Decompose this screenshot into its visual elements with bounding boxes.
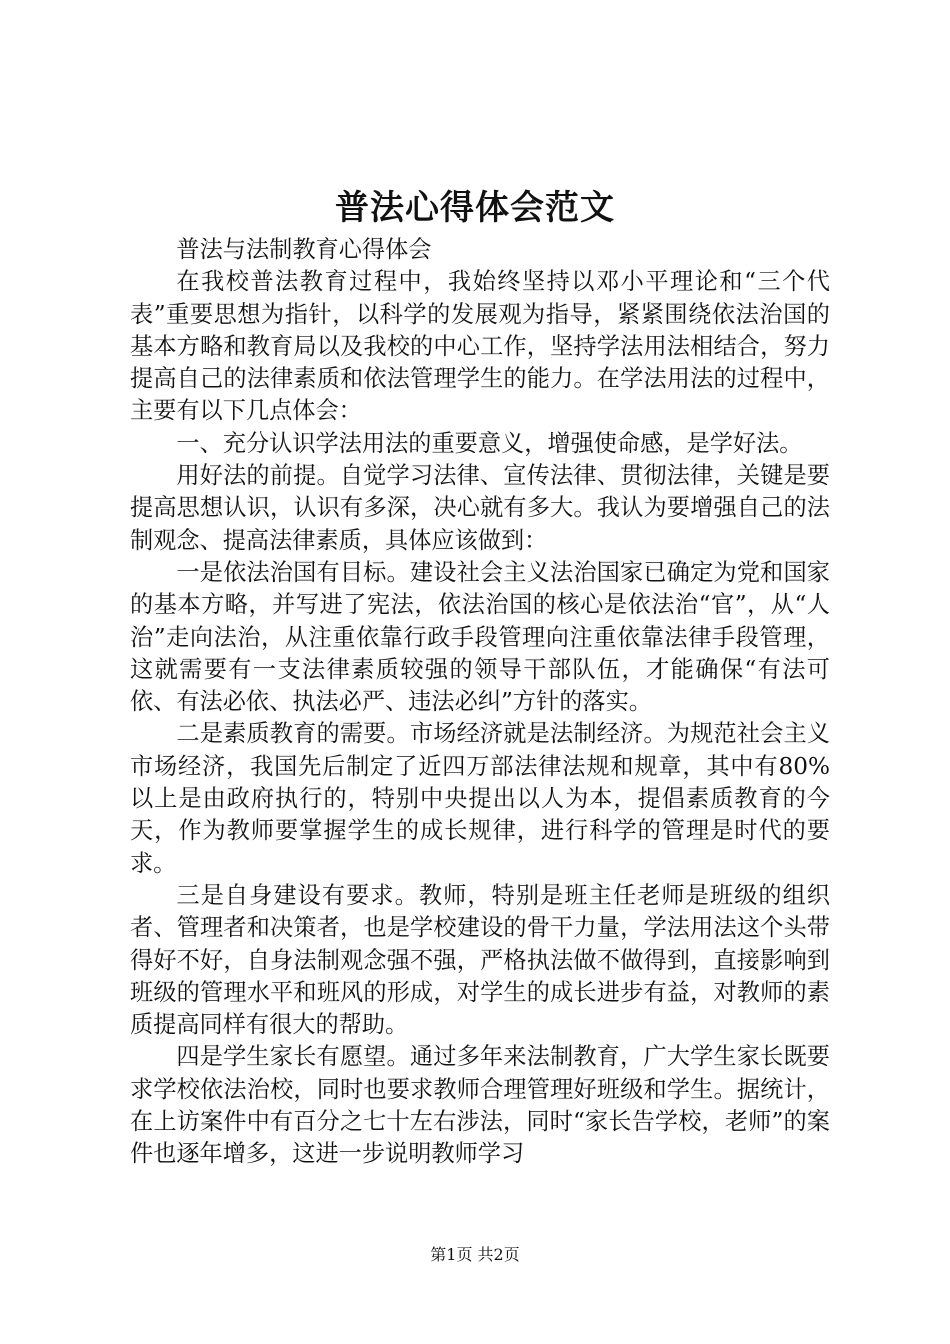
paragraph: 一、充分认识学法用法的重要意义，增强使命感，是学好法。 (176, 429, 803, 457)
paragraph: 一是依法治国有目标。建设社会主义法治国家已确定为党和国家的基本方略，并写进了宪法，依法治国的核心是依法治“官”，从“人治”走向法治，从注重依靠行政手段管理向注重依靠法律手段管理，这就需要有一支法律素质较强的领导干部队伍，才能确保“有法可依、有法必依、执法必严、违法必纠”方针的落实。 (130, 558, 830, 716)
paragraph: 四是学生家长有愿望。通过多年来法制教育，广大学生家长既要求学校依法治校，同时也要求教师合理管理好班级和学生。据统计，在上访案件中有百分之七十左右涉法，同时“家长告学校，老师”的案件也逐年增多，这进一步说明教师学习 (130, 1043, 830, 1168)
document-title: 普法心得体会范文 (335, 188, 615, 228)
paragraph: 在我校普法教育过程中，我始终坚持以邓小平理论和“三个代表”重要思想为指针，以科学的发展观为指导，紧紧围绕依法治国的基本方略和教育局以及我校的中心工作，坚持学法用法相结合，努力提高自己的法律素质和依法管理学生的能力。在学法用法的过程中，主要有以下几点体会： (130, 268, 830, 425)
paragraph: 二是素质教育的需要。市场经济就是法制经济。为规范社会主义市场经济，我国先后制定了近四万部法律法规和规章，其中有80%以上是由政府执行的，特别中央提出以人为本，提倡素质教育的今天，作为教师要掌握学生的成长规律，进行科学的管理是时代的要求。 (130, 720, 830, 877)
paragraph-subtitle: 普法与法制教育心得体会 (176, 236, 432, 263)
paragraph: 用好法的前提。自觉学习法律、宣传法律、贯彻法律，关键是要提高思想认识，认识有多深，决心就有多大。我认为要增强自己的法制观念、提高法律素质，具体应该做到： (130, 462, 830, 554)
document-body (130, 234, 830, 1171)
page-footer: 第1页 共2页 (430, 1245, 520, 1264)
paragraph: 三是自身建设有要求。教师，特别是班主任老师是班级的组织者、管理者和决策者，也是学校建设的骨干力量，学法用法这个头带得好不好，自身法制观念强不强，严格执法做不做得到，直接影响到班级的管理水平和班风的形成，对学生的成长进步有益，对教师的素质提高同样有很大的帮助。 (130, 881, 830, 1039)
